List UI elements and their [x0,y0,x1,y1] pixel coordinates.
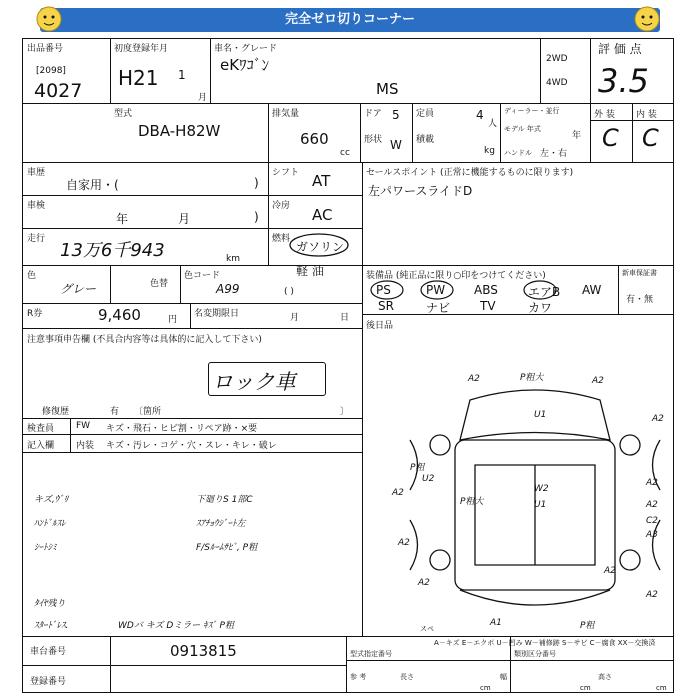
cert-width: 幅 [500,673,507,681]
diag-mark-11: U1 [534,500,547,510]
handle-label: ハンドル [504,149,532,157]
car-name: eKﾜｺﾞﾝ [220,56,270,74]
first-reg-month: 1 [178,68,186,82]
dealer-label: ディーラー・並行 [504,107,560,115]
cert-height-unit: cm [656,684,667,692]
repair-location: 〔箇所 [134,407,162,417]
equip-abs: ABS [474,283,498,297]
diag-mark-9: W2 [534,484,549,494]
displacement-label: 排気量 [272,109,300,119]
sales-point-value: 左パワースライドD [368,184,473,198]
inspection-label: 車検 [27,201,46,211]
load-label: 積載 [416,135,435,145]
diag-mark-5: A2 [652,414,664,424]
shift-value: AT [312,172,331,190]
remark-right-1: 下廻りS 1部C [196,495,253,505]
load-unit: kg [484,146,495,156]
remark-left-3: ｼｰﾄｼﾐ [34,543,57,553]
cert-length-unit: cm [480,684,491,692]
ac-value: AC [312,206,333,224]
history-close: ) [254,176,259,190]
diag-mark-10: P粗大 [460,497,484,507]
color-swap-label: 色替 [150,279,169,289]
chassis-value: 0913815 [170,642,237,660]
score-label: 評 価 点 [598,42,642,56]
color-code-label: 色コード [184,271,221,281]
recycle-value: 9,460 [98,306,141,324]
cert-height: 高さ [598,673,612,681]
inspector-fw-prefix: FW [76,421,91,431]
handle-value: 左・右 [540,149,568,159]
mileage-value: 13万6千943 [60,240,165,261]
diag-mark-19: A2 [646,590,658,600]
diag-mark-8: A2 [392,488,404,498]
diag-mark-20: A1 [490,618,502,628]
ac-label: 冷房 [272,201,291,211]
equip-tv: TV [480,299,496,313]
equip-navi: ナビ [426,301,451,315]
remark-left-2: ﾊﾝﾄﾞﾙｽﾚ [34,519,66,529]
model-year-label: モデル 年式 [504,125,541,133]
car-grade: MS [376,80,399,98]
shape-label: 形状 [364,135,383,145]
page-header: 完全ゼロ切りコーナー [40,8,660,32]
car-label: 車名・グレード [214,44,278,54]
cert-ref-label: 参 考 [350,673,367,681]
shape-value: W [390,138,402,152]
model-label: 型式 [114,109,133,119]
score-int-value: C [642,124,659,152]
repair-value: 有 [110,407,120,417]
recycle-label: R券 [27,309,43,319]
diag-mark-13: A2 [646,500,658,510]
diag-mark-14: C2 [646,516,659,526]
diag-mark-6: P粗 [410,463,425,473]
cert-label-1: 型式指定番号 [350,650,392,658]
color-value: グレー [60,282,97,296]
stamp-lock: ロック車 [212,370,296,394]
shift-label: シフト [272,168,300,178]
diag-mark-7: U2 [422,474,435,484]
score-value: 3.5 [598,62,649,100]
remark-left-5: ｽﾀｰﾄﾞﾚｽ. [34,621,69,631]
capacity-value: 4 [476,108,484,122]
cert-label-2: 類別区分番号 [514,650,556,658]
equipment-label: 装備品 (純正品に限り○印をつけてください) [366,271,546,281]
inspector-label-2: 記入欄 [27,441,55,451]
equip-aw: AW [582,283,602,297]
lot-sub-number: [2098] [36,66,66,76]
diag-mark-15: A3 [646,530,658,540]
color-label: 色 [27,271,37,281]
score-ext-label: 外 装 [594,110,615,120]
inspection-year: 年 [116,212,129,226]
history-label: 車歴 [27,168,46,178]
first-reg-month-unit: 月 [198,93,208,103]
warranty-value: 有・無 [626,295,654,305]
inspector-label-1: 検査員 [27,424,55,434]
mascot-left-icon [32,4,66,34]
drive-2wd: 2WD [546,54,568,64]
remark-left-1: キズ,ｳﾞﾘ [34,495,69,505]
inspection-close: ) [254,210,259,224]
equip-ps: PS [376,283,391,297]
fuel-circle-mark [288,232,350,258]
capacity-unit: 人 [488,119,498,129]
color-code-value: A99 [216,282,240,296]
diag-mark-21: P粗 [580,621,595,631]
equip-pw: PW [426,283,446,297]
remarks-title: 後日品 [366,321,394,331]
capacity-label: 定員 [416,109,435,119]
diag-mark-2: P粗大 [520,373,544,383]
registration-label: 登録番号 [30,677,67,687]
repair-close: 〕 [340,407,350,417]
cert-length: 長さ [400,673,414,681]
history-value: 自家用・( [66,178,119,192]
sales-point-label: セールスポイント (正常に機能するものに限ります) [366,168,574,178]
displacement-value: 660 [300,130,329,148]
diag-mark-12: A2 [646,478,658,488]
mascot-right-icon [630,4,664,34]
equip-airbag: エアB [528,285,561,299]
remark-left-4: ﾀｲﾔ残り [34,599,66,609]
drive-4wd: 4WD [546,78,568,88]
model-value: DBA-H82W [138,122,221,140]
notes-label: 注意事項申告欄 (不具合内容等は具体的に記入して下さい) [27,335,262,345]
diag-mark-1: A2 [468,374,480,384]
inspector-int-row: キズ・汚レ・コゲ・穴・スレ・キレ・破レ [106,441,277,451]
score-int-label: 内 装 [636,110,657,120]
score-ext-value: C [602,124,619,152]
equip-leather: カワ [528,301,553,315]
fuel-gasoline: ガソリン [296,240,345,254]
first-reg-label: 初度登録年月 [114,44,169,54]
remark-right-3: F/Sﾙｰﾑｻﾋﾞ, P粗 [196,543,258,553]
diagram-legend: A－キズ E－エクボ U－凹み W－補修跡 S－サビ C－腐食 XX－交換済 [434,639,656,647]
first-reg-era-year: H21 [118,66,159,90]
repair-label: 修復歴 [42,407,70,417]
diag-mark-4: U1 [534,410,547,420]
model-year-unit: 年 [572,131,582,141]
doors-value: 5 [392,108,400,122]
mileage-label: 走行 [27,234,46,244]
mileage-unit: km [226,254,240,264]
lot-label: 出品番号 [27,44,64,54]
name-change-month: 月 [290,313,300,323]
displacement-unit: cc [340,148,350,158]
diagram-spare-label: スペ [420,625,434,633]
chassis-label: 車台番号 [30,647,67,657]
equipment-circle-marks [368,279,598,301]
equip-sr: SR [378,299,394,313]
fuel-label: 燃料 [272,234,291,244]
diag-mark-18: A2 [418,578,430,588]
warranty-label: 新車保証書 [622,269,657,277]
remark-right-4: WDバ キズ Dミラー ｷｽﾞ P粗 [118,621,234,631]
recycle-unit: 円 [168,315,178,325]
remark-right-2: ｽｱﾁｮｳｼﾞｰﾄ左 [196,519,246,529]
doors-label: ドア [364,109,382,119]
diag-mark-16: A2 [398,538,410,548]
fuel-diesel: 軽 油 [296,264,324,278]
name-change-day: 日 [340,313,350,323]
inspector-int-prefix: 内装 [76,441,95,451]
inspector-fw-row: キズ・飛石・ヒビ割・リペア跡・×要 [106,424,258,434]
name-change-label: 名変期限日 [194,309,240,319]
lot-number: 4027 [34,80,83,102]
cert-width-unit: cm [580,684,591,692]
fuel-other: ( ) [284,287,294,297]
diag-mark-17: A2 [604,566,616,576]
diag-mark-3: A2 [592,376,604,386]
inspection-month: 月 [178,212,191,226]
